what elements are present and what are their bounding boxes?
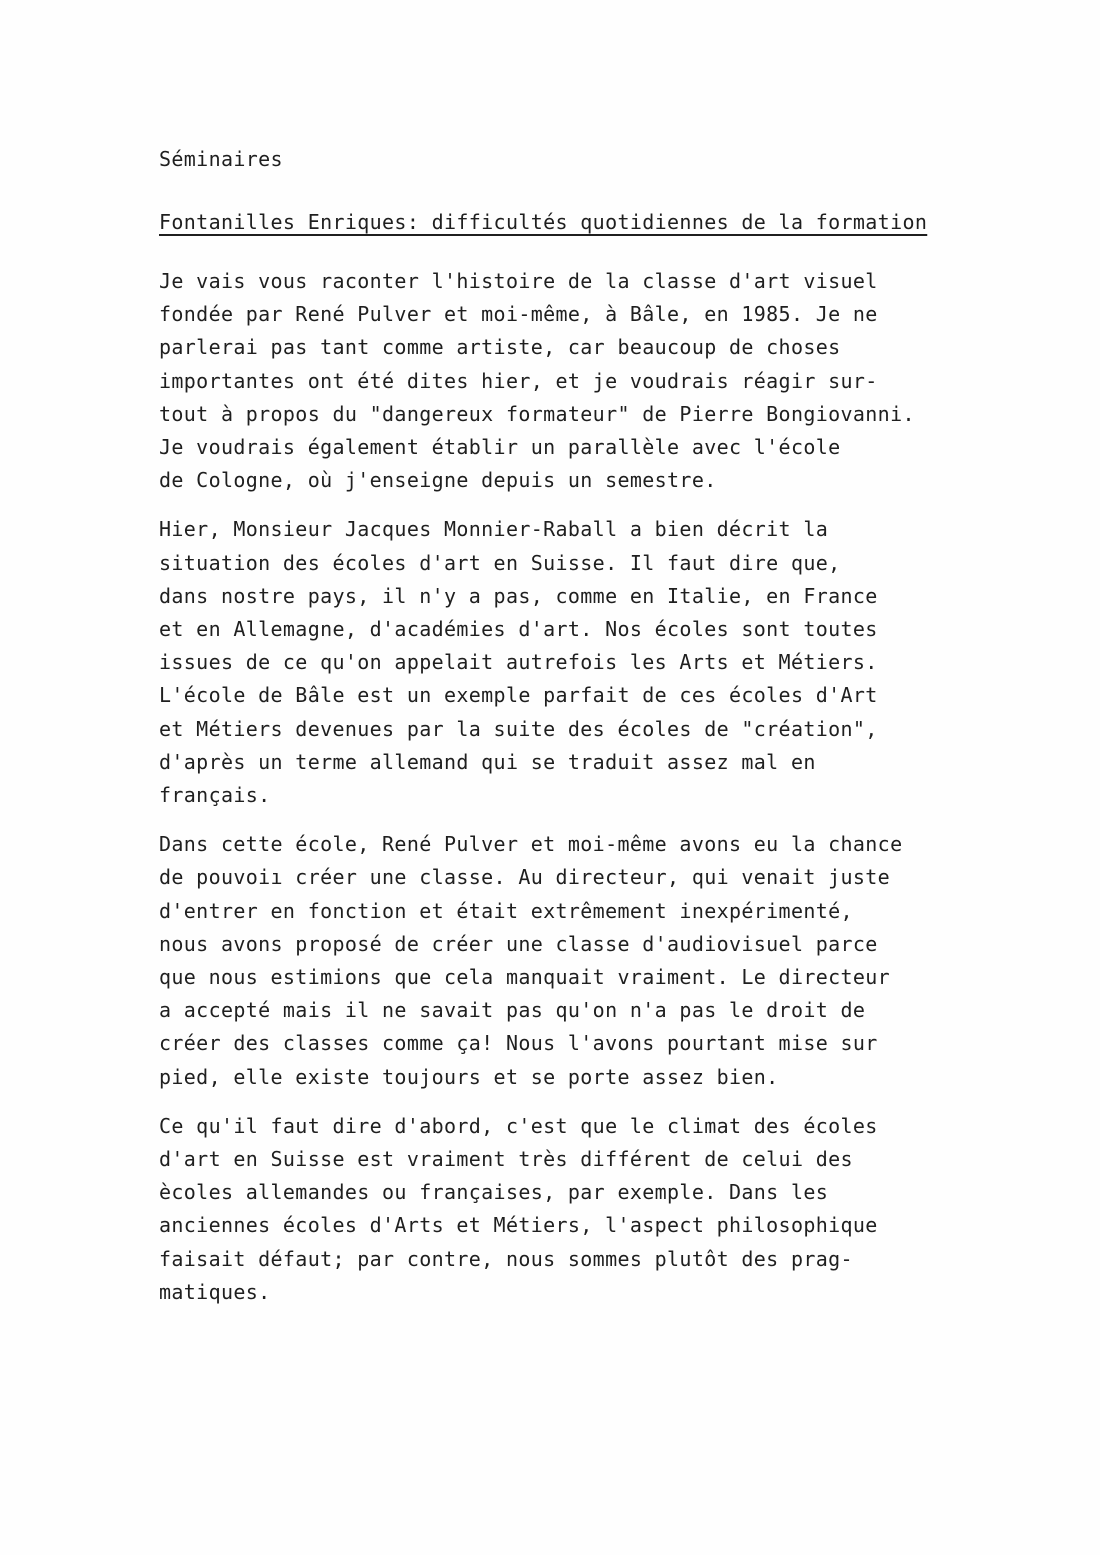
- text-line: d'art en Suisse est vraiment très différent de celui des: [159, 1147, 853, 1172]
- text-line: a accepté mais il ne savait pas qu'on n'a pas le droit de: [159, 998, 866, 1023]
- text-line: français.: [159, 783, 271, 808]
- text-line: Je voudrais également établir un parallèle avec l'école: [159, 435, 841, 460]
- text-line: que nous estimions que cela manquait vraiment. Le directeur: [159, 965, 891, 990]
- text-line: et Métiers devenues par la suite des écoles de "création",: [159, 716, 878, 741]
- text-line: faisait défaut; par contre, nous sommes plutôt des prag-: [159, 1246, 853, 1271]
- text-line: fondée par René Pulver et moi-même, à Bâle, en 1985. Je ne: [159, 302, 878, 327]
- paragraph: [159, 513, 999, 812]
- text-line: Je vais vous raconter l'histoire de la classe d'art visuel: [159, 269, 878, 293]
- text-line: dans nostre pays, il n'y a pas, comme en Italie, en France: [159, 583, 878, 608]
- paragraph: [159, 265, 999, 497]
- document-body: [159, 143, 999, 1325]
- text-line: Hier, Monsieur Jacques Monnier-Raball a bien décrit la: [159, 517, 829, 542]
- text-line: Ce qu'il faut dire d'abord, c'est que le climat des écoles: [159, 1113, 878, 1138]
- text-line: et en Allemagne, d'académies d'art. Nos écoles sont toutes: [159, 617, 878, 642]
- text-line: importantes ont été dites hier, et je voudrais réagir sur-: [159, 368, 878, 393]
- text-line: L'école de Bâle est un exemple parfait de ces écoles d'Art: [159, 683, 878, 708]
- text-line: situation des écoles d'art en Suisse. Il faut dire que,: [159, 550, 841, 575]
- text-line: d'entrer en fonction et était extrêmement inexpérimenté,: [159, 898, 853, 923]
- paragraph: [159, 828, 999, 1094]
- text-line: créer des classes comme ça! Nous l'avons pourtant mise sur: [159, 1031, 878, 1056]
- text-line: anciennes écoles d'Arts et Métiers, l'aspect philosophique: [159, 1213, 878, 1238]
- text-line: d'après un terme allemand qui se traduit assez mal en: [159, 749, 816, 774]
- text-line: nous avons proposé de créer une classe d'audiovisuel parce: [159, 931, 878, 956]
- text-line: de Cologne, où j'enseigne depuis un semestre.: [159, 468, 717, 493]
- text-line: de pouvoiı créer une classe. Au directeur, qui venait juste: [159, 865, 891, 890]
- document-title: Fontanilles Enriques: difficultés quotidiennes de la formation: [159, 210, 928, 234]
- text-line: ècoles allemandes ou françaises, par exemple. Dans les: [159, 1180, 829, 1205]
- text-line: matiques.: [159, 1279, 271, 1304]
- text-line: issues de ce qu'on appelait autrefois les Arts et Métiers.: [159, 650, 878, 675]
- text-line: tout à propos du "dangereux formateur" de Pierre Bongiovanni.: [159, 401, 915, 426]
- text-line: pied, elle existe toujours et se porte assez bien.: [159, 1064, 779, 1089]
- paragraph: [159, 1110, 999, 1309]
- text-line: Dans cette école, René Pulver et moi-même avons eu la chance: [159, 832, 903, 857]
- text-line: parlerai pas tant comme artiste, car beaucoup de choses: [159, 335, 841, 360]
- section-label: Séminaires: [159, 147, 283, 171]
